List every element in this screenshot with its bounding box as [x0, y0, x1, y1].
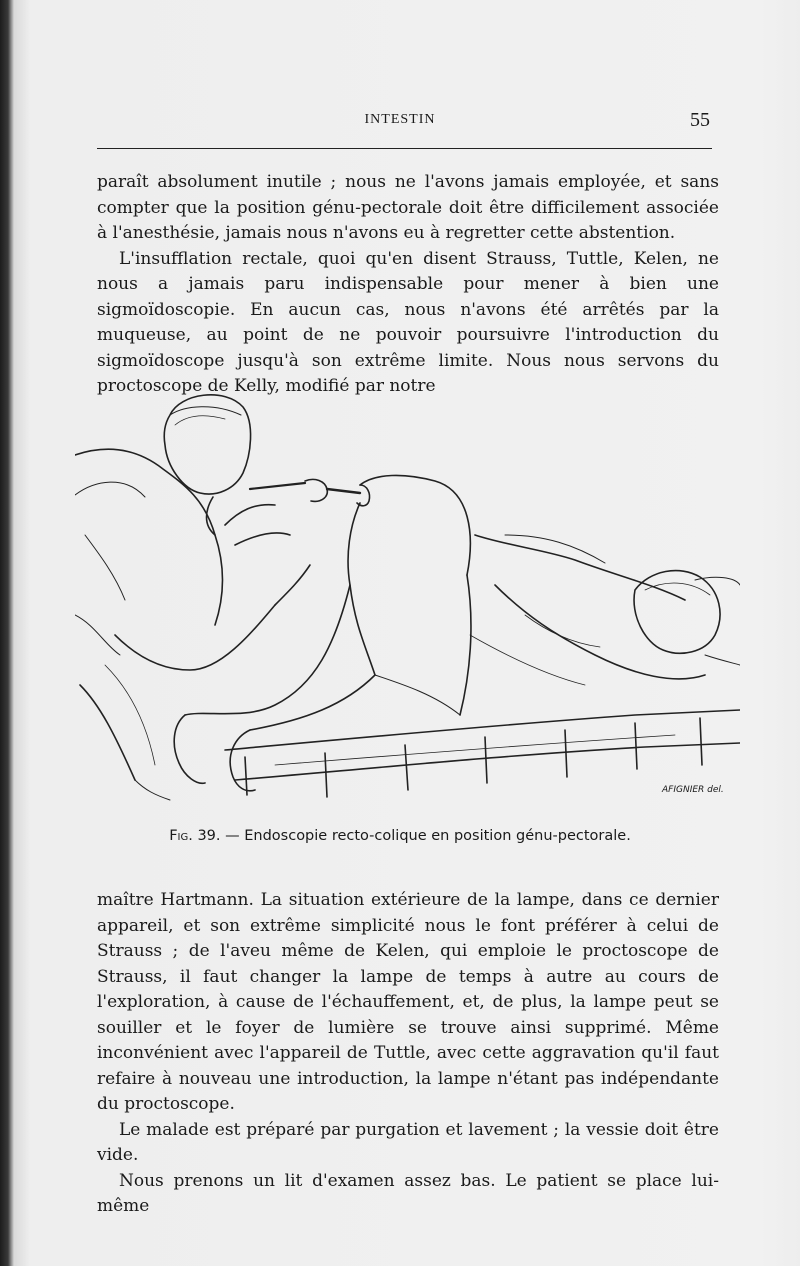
figure-caption-text: — Endoscopie recto-colique en position génu-pectorale.	[220, 828, 631, 844]
paragraph: paraît absolument inutile ; nous ne l'avons jamais employée, et sans compter que la position génu-pectorale doit être difficilement associée à l'anesthésie, jamais nous n'avons eu à regretter cette abstention.	[97, 172, 719, 243]
paragraph: maître Hartmann. La situation extérieure de la lampe, dans ce dernier appareil, et son extrême simplicité nous le font préférer à celui de Strauss ; de l'aveu même de Kelen, qui emploie le proctoscope de Strauss, il faut changer la lampe de temps à autre au cours de l'exploration, à cause de l'échauffement, et, de plus, la lampe peut se souiller et le foyer de lumière se trouve ainsi supprimé. Même inconvénient avec l'appareil de Tuttle, avec cette aggravation qu'il faut refaire à nouveau une introduction, la lampe n'étant pas indépendante du proctoscope.	[97, 890, 719, 1114]
header-rule	[97, 148, 712, 149]
artist-signature: AFIGNIER del.	[662, 785, 724, 795]
top-text-block	[97, 170, 719, 400]
figure-label: Fig. 39.	[169, 828, 221, 844]
paragraph: Nous prenons un lit d'examen assez bas. Le patient se place lui-même	[97, 1170, 719, 1216]
page-number: 55	[690, 109, 710, 131]
running-title: INTESTIN	[364, 112, 436, 127]
paragraph: L'insufflation rectale, quoi qu'en disent Strauss, Tuttle, Kelen, ne nous a jamais paru indispensable pour mener à bien une sigmoïdoscopie. En aucun cas, nous n'avons été arrêtés par la muqueuse, au point de ne pouvoir poursuivre l'introduction du sigmoïdoscope jusqu'à son extrême limite. Nous nous servons du proctoscope de Kelly, modifié par notre	[97, 248, 719, 396]
figure-caption	[0, 828, 800, 844]
figure-illustration	[75, 385, 740, 805]
paragraph: Le malade est préparé par purgation et lavement ; la vessie doit être vide.	[97, 1119, 719, 1165]
engraving-drawing	[75, 385, 740, 805]
bottom-text-block	[97, 888, 719, 1220]
